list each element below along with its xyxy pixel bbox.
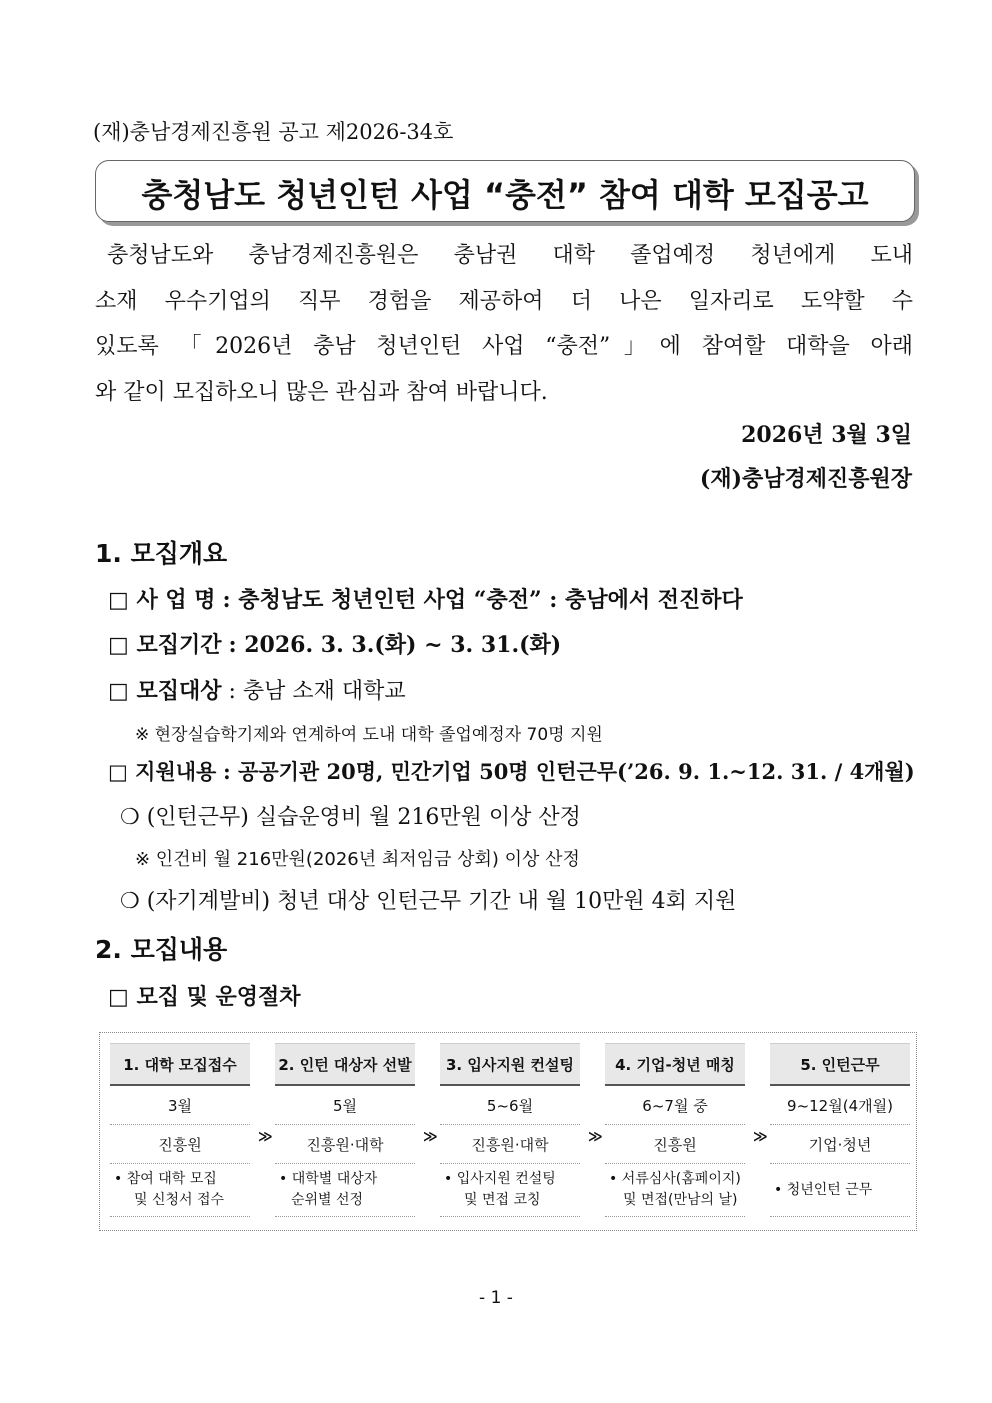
process-step-5: [770, 1043, 910, 1217]
step-title: 5. 인턴근무: [770, 1043, 910, 1086]
process-subheading: □ 모집 및 운영절차: [108, 984, 301, 1010]
step-title: 4. 기업-청년 매칭: [605, 1043, 745, 1086]
process-step-4: [605, 1043, 745, 1217]
step-desc: • 서류심사(홈페이지) 및 면접(만남의 날): [605, 1164, 745, 1217]
step-org: 진흥원: [110, 1125, 250, 1164]
intro-line: 와 같이 모집하오니 많은 관심과 참여 바랍니다.: [95, 379, 548, 405]
step-period: 9~12월(4개월): [770, 1086, 910, 1125]
step-period: 5~6월: [440, 1086, 580, 1125]
step-org: 진흥원·대학: [275, 1125, 415, 1164]
step-org: 진흥원·대학: [440, 1125, 580, 1164]
page-title: 충청남도 청년인턴 사업 “충전” 참여 대학 모집공고: [141, 176, 869, 214]
target-row: [108, 674, 406, 705]
period-value: : 2026. 3. 3.(화) ~ 3. 31.(화): [228, 632, 562, 658]
support-value: : 공공기관 20명, 민간기업 50명 인턴근무(’26. 9. 1.~12. 31. / 4개월): [222, 759, 915, 784]
process-step-1: [110, 1043, 250, 1217]
target-label: □ 모집대상: [108, 678, 222, 704]
project-label: □ 사 업 명: [108, 587, 216, 613]
process-step-2: [275, 1043, 415, 1217]
step-desc: • 대학별 대상자 순위별 선정: [275, 1164, 415, 1217]
project-name-row: [108, 583, 743, 614]
intro-line: 소재 우수기업의 직무 경험을 제공하여 더 나은 일자리로 도약할 수: [95, 288, 913, 314]
section2-heading: 2. 모집내용: [95, 935, 228, 964]
project-value: : 충청남도 청년인턴 사업 “충전” : 충남에서 전진하다: [222, 587, 743, 613]
step-desc: • 청년인턴 근무: [770, 1164, 910, 1217]
arrow-icon: ≫: [588, 1129, 603, 1145]
process-table: [99, 1032, 917, 1231]
notice-date: 2026년 3월 3일: [741, 422, 912, 448]
support-sub1-note: ※ 인건비 월 216만원(2026년 최저임금 상회) 이상 산정: [135, 849, 580, 870]
intro-line: 충청남도와 충남경제진흥원은 충남권 대학 졸업예정 청년에게 도내: [107, 243, 913, 268]
page-number: - 1 -: [479, 1288, 513, 1308]
step-desc: • 입사지원 컨설팅 및 면접 코칭: [440, 1164, 580, 1217]
step-period: 5월: [275, 1086, 415, 1125]
step-desc: • 참여 대학 모집 및 신청서 접수: [110, 1164, 250, 1217]
intro-line: 있도록 「2026년 충남 청년인턴 사업 “충전”」에 참여할 대학을 아래: [95, 334, 913, 359]
step-period: 3월: [110, 1086, 250, 1125]
step-org: 진흥원: [605, 1125, 745, 1164]
title-box: [95, 160, 915, 222]
issuer: (재)충남경제진흥원장: [699, 466, 912, 492]
process-step-3: [440, 1043, 580, 1217]
period-row: [108, 628, 561, 659]
arrow-icon: ≫: [753, 1129, 768, 1145]
step-title: 3. 입사지원 컨설팅: [440, 1043, 580, 1086]
step-title: 2. 인턴 대상자 선발: [275, 1043, 415, 1086]
support-sub1: ❍ (인턴근무) 실습운영비 월 216만원 이상 산정: [120, 805, 581, 830]
intro-paragraph: [95, 233, 913, 415]
support-label: □ 지원내용: [108, 759, 217, 784]
step-title: 1. 대학 모집접수: [110, 1043, 250, 1086]
support-row: [108, 756, 915, 786]
step-org: 기업·청년: [770, 1125, 910, 1164]
target-note: ※ 현장실습학기제와 연계하여 도내 대학 졸업예정자 70명 지원: [135, 725, 603, 745]
step-period: 6~7월 중: [605, 1086, 745, 1125]
period-label: □ 모집기간: [108, 632, 222, 658]
section1-heading: 1. 모집개요: [95, 539, 228, 568]
support-sub2: ❍ (자기계발비) 청년 대상 인턴근무 기간 내 월 10만원 4회 지원: [120, 889, 737, 914]
arrow-icon: ≫: [258, 1129, 273, 1145]
arrow-icon: ≫: [423, 1129, 438, 1145]
target-value: : 충남 소재 대학교: [228, 679, 406, 704]
notice-number: (재)충남경제진흥원 공고 제2026-34호: [93, 120, 454, 144]
